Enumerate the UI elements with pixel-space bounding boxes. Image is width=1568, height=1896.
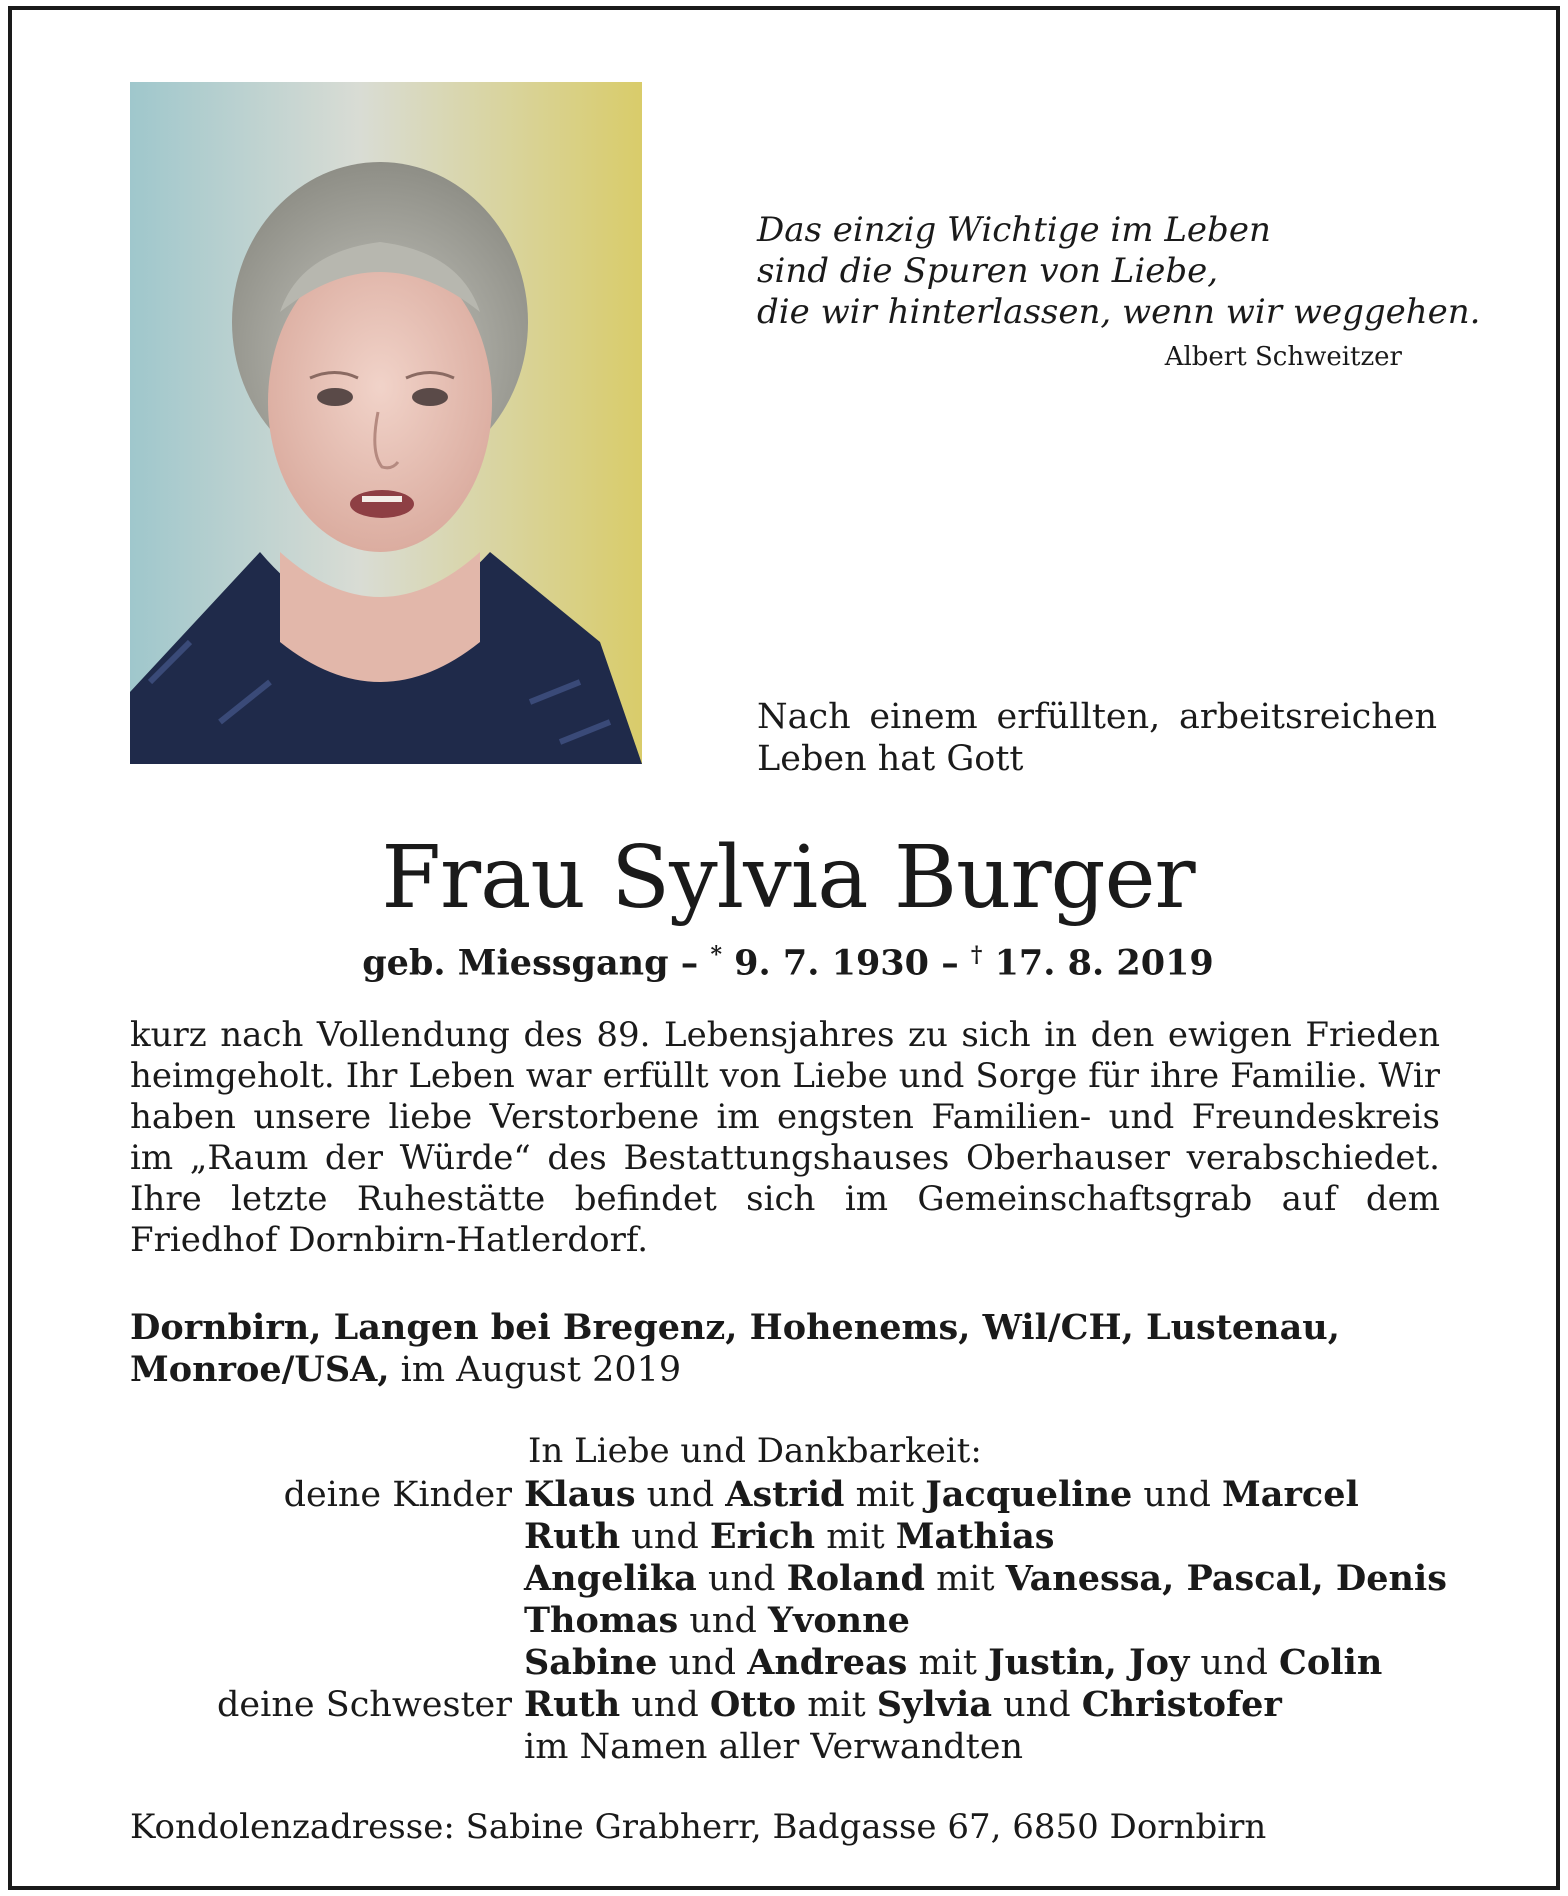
family-connector: und xyxy=(657,1643,748,1683)
family-closing-row xyxy=(132,1726,1452,1768)
family-list xyxy=(132,1474,1452,1768)
family-relation-label xyxy=(132,1726,524,1768)
family-connector: mit xyxy=(844,1475,926,1515)
family-member-name: Mathias xyxy=(895,1516,1055,1557)
places-line-1: Dornbirn, Langen bei Bregenz, Hohenems, Wil/CH, Lustenau, xyxy=(130,1307,1340,1348)
birth-date: 9. 7. 1930 xyxy=(734,942,929,984)
intro-text xyxy=(757,696,1437,780)
family-connector: und xyxy=(678,1601,769,1641)
family-names xyxy=(524,1642,1382,1684)
portrait-image xyxy=(130,82,642,764)
family-connector: und xyxy=(620,1685,710,1725)
family-row xyxy=(132,1600,1452,1642)
quote-line: sind die Spuren von Liebe, xyxy=(757,251,1219,291)
family-names xyxy=(524,1684,1282,1726)
family-member-name: Roland xyxy=(786,1558,925,1599)
intro-line-1: Nach einem erfüllten, arbeitsreichen xyxy=(757,697,1437,737)
family-member-name: Thomas xyxy=(524,1600,679,1641)
family-member-name: Christofer xyxy=(1081,1684,1282,1725)
family-member-name: Ruth xyxy=(524,1516,621,1557)
family-member-name: Sylvia xyxy=(876,1684,993,1725)
family-names xyxy=(524,1474,1359,1516)
family-connector: und xyxy=(1132,1475,1223,1515)
family-relation-label: deine Kinder xyxy=(283,1475,512,1515)
places-line-2-rest: im August 2019 xyxy=(389,1350,682,1390)
family-connector: und xyxy=(696,1559,787,1599)
condolence-address: Kondolenzadresse: Sabine Grabherr, Badgasse 67, 6850 Dornbirn xyxy=(130,1807,1267,1847)
intro-line-2: Leben hat Gott xyxy=(757,739,1024,779)
family-connector: mit xyxy=(924,1559,1006,1599)
family-connector: mit xyxy=(796,1685,877,1725)
family-relation-label xyxy=(132,1642,524,1684)
family-member-name: Astrid xyxy=(725,1474,845,1515)
birth-name: geb. Miessgang xyxy=(362,942,669,984)
family-relation-label: deine Schwester xyxy=(217,1685,512,1725)
family-member-name: Sabine xyxy=(524,1642,658,1683)
deceased-name: Frau Sylvia Burger xyxy=(381,828,1195,928)
quote-line: Das einzig Wichtige im Leben xyxy=(757,210,1271,250)
family-member-name: Marcel xyxy=(1222,1474,1359,1515)
family-member-name: Otto xyxy=(709,1684,797,1725)
family-connector: und xyxy=(1189,1643,1280,1683)
portrait-photo xyxy=(130,82,642,764)
family-member-name: Klaus xyxy=(524,1474,636,1515)
death-date: 17. 8. 2019 xyxy=(994,942,1214,984)
family-closing: im Namen aller Verwandten xyxy=(524,1727,1023,1767)
quote-author: Albert Schweitzer xyxy=(1164,342,1402,372)
born-symbol: * xyxy=(710,942,722,968)
family-heading: In Liebe und Dankbarkeit: xyxy=(528,1431,982,1471)
family-row xyxy=(132,1642,1452,1684)
family-member-name: Jacqueline xyxy=(925,1474,1133,1515)
family-row xyxy=(132,1474,1452,1516)
family-member-name: Justin, Joy xyxy=(988,1642,1190,1683)
family-connector: mit xyxy=(815,1517,896,1557)
family-row xyxy=(132,1684,1452,1726)
obituary-notice xyxy=(8,6,1560,1890)
family-member-name: Erich xyxy=(709,1516,816,1557)
birth-death-line: geb. Miessgang – * 9. 7. 1930 – † 17. 8. 2019 xyxy=(362,942,1214,984)
family-member-name: Andreas xyxy=(747,1642,908,1683)
family-member-name: Colin xyxy=(1279,1642,1383,1683)
family-names xyxy=(524,1516,1055,1558)
family-row xyxy=(132,1558,1452,1600)
quote-text xyxy=(757,210,1480,333)
family-connector: und xyxy=(635,1475,726,1515)
family-connector: und xyxy=(620,1517,710,1557)
family-connector: mit xyxy=(907,1643,989,1683)
died-symbol: † xyxy=(970,942,983,968)
family-member-name: Ruth xyxy=(524,1684,621,1725)
obituary-body: kurz nach Vollendung des 89. Lebensjahres zu sich in den ewigen Frieden heimgeholt. Ihr Leben war erfüllt von Liebe und Sorge für ihre Familie. Wir haben unsere liebe Verstorbene im engsten Familien- und Freundeskreis im „Raum der Würde“ des Bestattungshauses Oberhauser verabschiedet. Ihre letzte Ruhestätte befindet sich im Gemeinschaftsgrab auf dem Friedhof Dornbirn-Hatlerdorf. xyxy=(130,1015,1440,1260)
family-relation-label xyxy=(132,1558,524,1600)
places-line xyxy=(130,1307,1450,1391)
places-line-2-bold: Monroe/USA, xyxy=(130,1349,390,1390)
family-member-name: Vanessa, Pascal, Denis xyxy=(1005,1558,1447,1599)
quote-line: die wir hinterlassen, wenn wir weggehen. xyxy=(757,292,1481,332)
family-names xyxy=(524,1600,910,1642)
family-member-name: Angelika xyxy=(524,1558,697,1599)
family-connector: und xyxy=(992,1685,1082,1725)
family-member-name: Yvonne xyxy=(768,1600,910,1641)
family-row xyxy=(132,1516,1452,1558)
family-relation-label xyxy=(132,1516,524,1558)
family-names xyxy=(524,1558,1447,1600)
family-relation-label xyxy=(132,1600,524,1642)
